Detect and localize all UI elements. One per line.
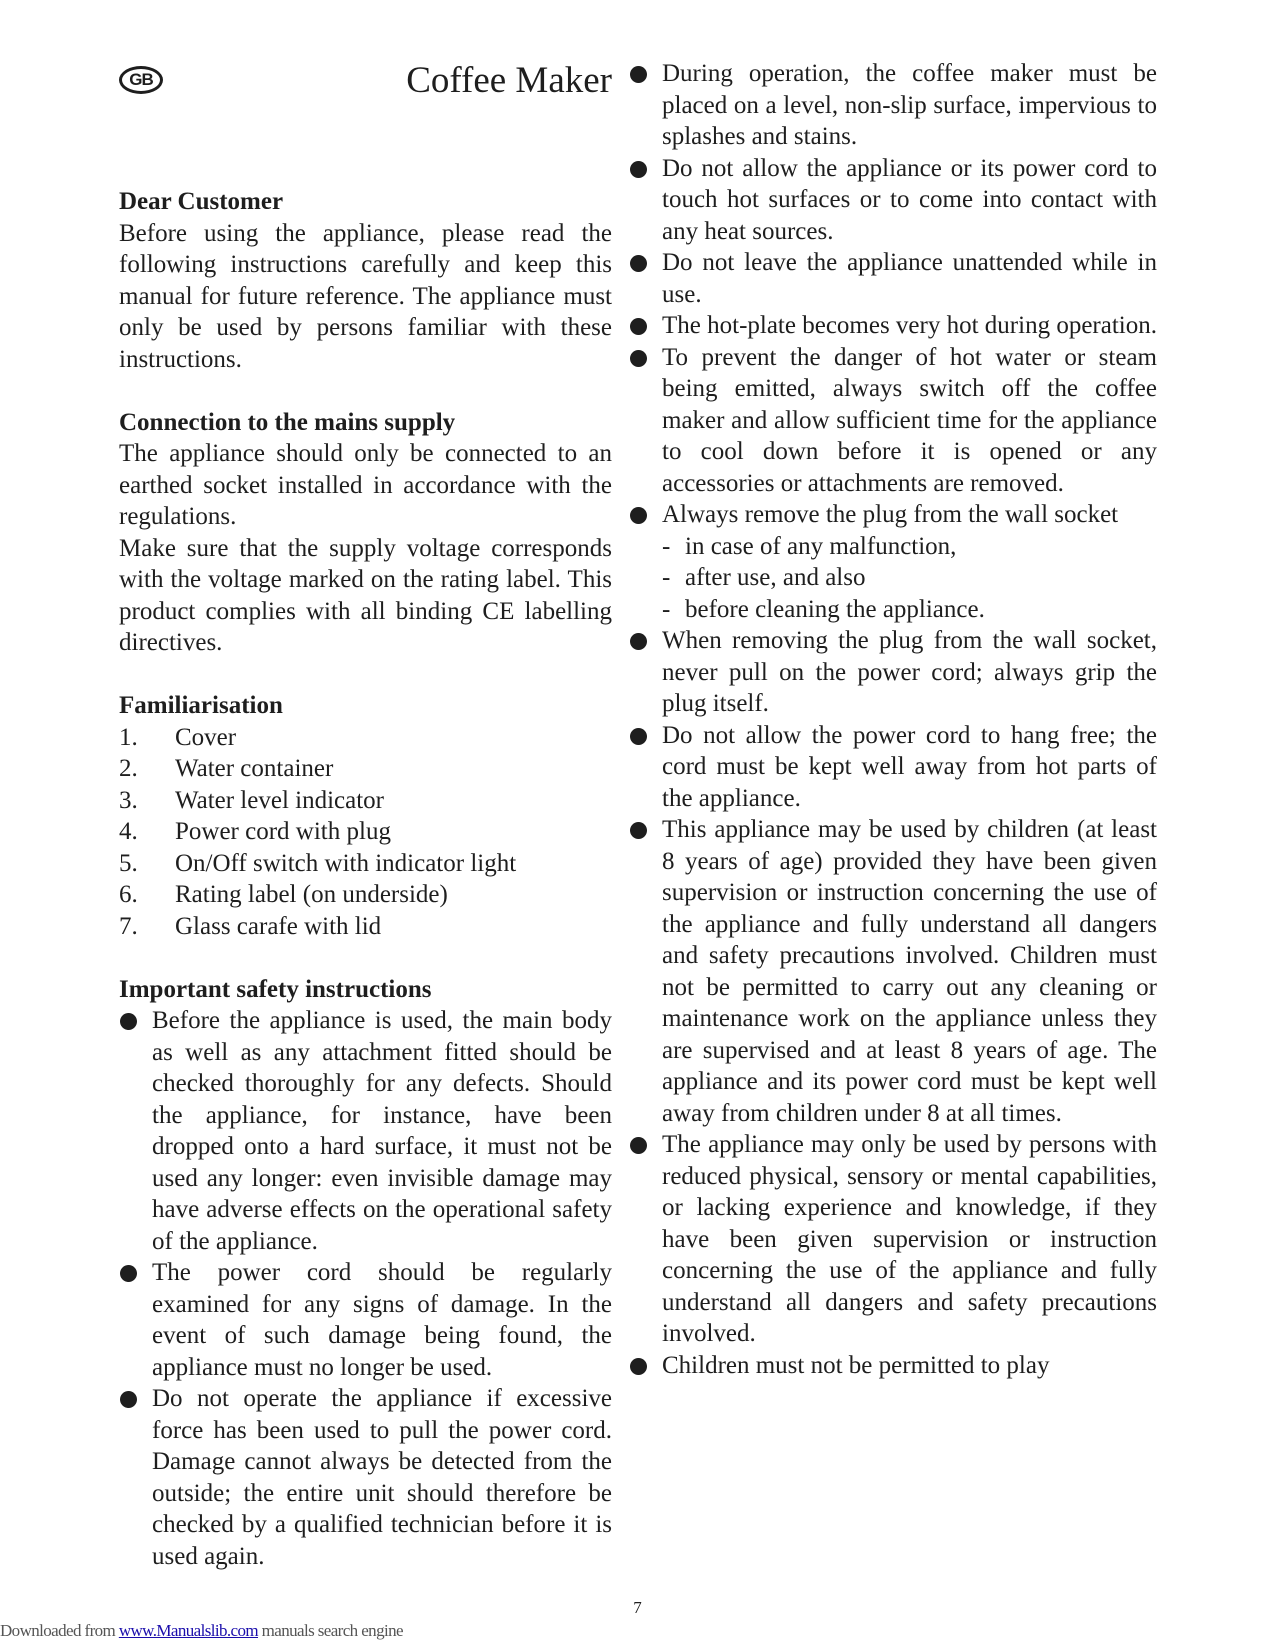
bullet-icon [629, 720, 662, 815]
dash-text: before cleaning the appliance. [685, 595, 985, 623]
safety-bullet [662, 58, 1157, 153]
bullet-icon [119, 1383, 152, 1572]
parts-list [119, 722, 612, 943]
safety-bullet [662, 310, 1157, 342]
safety-bullet [662, 499, 1157, 531]
bullet-icon [629, 814, 662, 1129]
bullet-icon [119, 1257, 152, 1383]
list-item [119, 848, 612, 880]
bullet-icon [629, 310, 662, 342]
item-label: Cover [175, 723, 237, 751]
list-item [119, 785, 612, 817]
item-number: 2. [119, 755, 138, 782]
item-label: Rating label (on underside) [175, 881, 448, 908]
bullet-text: Do not operate the appliance if excessive force has been used to pull the power cord. Damage cannot always be detected from the outside; the entire unit should therefore be checked by a qualified technician before it is used again. [152, 1385, 612, 1570]
item-number: 3. [119, 786, 138, 814]
manualslib-link[interactable]: www.Manualslib.com [118, 1621, 259, 1640]
bullet-text: The power cord should be regularly examined for any signs of damage. In the event of such damage being found, the appliance must no longer be used. [152, 1259, 612, 1381]
dash-item [662, 562, 1157, 594]
bullet-icon [629, 342, 662, 500]
item-number: 4. [119, 818, 138, 845]
mains-text-2: Make sure that the supply voltage corresponds with the voltage marked on the rating label. This product complies with all binding CE labelling directives. [119, 534, 612, 656]
familiarisation-heading: Familiarisation [119, 692, 283, 719]
safety-bullet [662, 814, 1157, 1129]
bullet-icon [629, 1350, 662, 1382]
item-label: On/Off switch with indicator light [175, 849, 517, 877]
safety-bullet [662, 720, 1157, 815]
bullet-text: Children must not be permitted to play [662, 1351, 1050, 1379]
bullet-text: To prevent the danger of hot water or steam being emitted, always switch off the coffee maker and allow sufficient time for the appliance to cool down before it is opened or any accessories or attachments are removed. [662, 343, 1157, 497]
item-number: 5. [119, 849, 138, 877]
bullet-text: Do not allow the power cord to hang free; the cord must be kept well away from hot parts of the appliance. [662, 721, 1157, 812]
bullet-icon [629, 625, 662, 720]
bullet-text: When removing the plug from the wall socket, never pull on the power cord; always grip the plug itself. [662, 627, 1157, 717]
mains-text-1: The appliance should only be connected to an earthed socket installed in accordance with the regulations. [119, 440, 612, 530]
bullet-text: During operation, the coffee maker must be placed on a level, non-slip surface, impervious to splashes and stains. [662, 60, 1157, 150]
list-item [119, 753, 612, 785]
safety-bullet [119, 1383, 612, 1572]
bullet-icon [629, 499, 662, 531]
bullet-text: Before the appliance is used, the main body as well as any attachment fitted should be checked thoroughly for any defects. Should the appliance, for instance, have been dropped onto a hard surface, it must not be used any longer: even invisible damage may have adverse effects on the operational safety of the appliance. [152, 1007, 612, 1255]
list-item [119, 911, 612, 943]
mains-heading: Connection to the mains supply [119, 408, 456, 436]
footer-prefix: Downloaded from [0, 1621, 119, 1640]
bullet-icon [629, 247, 662, 310]
item-label: Water container [175, 755, 334, 782]
item-number: 7. [119, 912, 138, 940]
list-item [119, 722, 612, 754]
right-column [662, 58, 1157, 1381]
bullet-icon [629, 1129, 662, 1350]
bullet-text: Do not leave the appliance unattended while in use. [662, 249, 1157, 308]
dear-customer-text: Before using the appliance, please read the following instructions carefully and keep this manual for future reference. The appliance must only be used by persons familiar with these instructions. [119, 219, 612, 373]
bullet-text: Always remove the plug from the wall socket [662, 501, 1119, 528]
item-number: 1. [119, 723, 138, 751]
bullet-text: This appliance may be used by children (at least 8 years of age) provided they have been given supervision or instruction concerning the use of the appliance and fully understand all dangers and safety precautions involved. Children must not be permitted to carry out any cleaning or maintenance work on the appliance unless they are supervised and at least 8 years of age. The appliance and its power cord must be kept well away from children under 8 at all times. [662, 816, 1157, 1127]
safety-bullet [662, 153, 1157, 248]
dash-icon: - [662, 532, 671, 560]
bullet-icon [119, 1005, 152, 1257]
item-label: Water level indicator [175, 786, 384, 814]
language-badge: GB [119, 66, 163, 94]
safety-bullet [662, 1129, 1157, 1350]
item-label: Glass carafe with lid [175, 912, 382, 940]
bullet-icon [629, 58, 662, 153]
safety-bullet [119, 1005, 612, 1257]
safety-heading: Important safety instructions [119, 975, 432, 1003]
bullet-text: The appliance may only be used by persons with reduced physical, sensory or mental capabilities, or lacking experience and knowledge, if they have been given supervision or instruction concerning the use of the appliance and fully understand all dangers and safety precautions involved. [662, 1131, 1157, 1347]
item-number: 6. [119, 881, 138, 908]
dash-item [662, 594, 1157, 626]
safety-bullet [119, 1257, 612, 1383]
safety-bullet [662, 342, 1157, 500]
safety-bullet [662, 247, 1157, 310]
page-header [119, 58, 612, 104]
safety-bullet [662, 625, 1157, 720]
bullet-icon [629, 153, 662, 248]
dear-customer-heading: Dear Customer [119, 188, 284, 215]
dash-icon: - [662, 595, 671, 623]
page-title: Coffee Maker [406, 60, 612, 101]
list-item [119, 879, 612, 911]
dash-text: in case of any malfunction, [685, 532, 957, 560]
footer-suffix: manuals search engine [258, 1621, 403, 1640]
dash-item [662, 531, 1157, 563]
bullet-text: The hot-plate becomes very hot during operation. [662, 312, 1157, 339]
dash-text: after use, and also [685, 564, 866, 591]
item-label: Power cord with plug [175, 818, 391, 845]
page-number: 7 [633, 1598, 642, 1617]
bullet-text: Do not allow the appliance or its power cord to touch hot surfaces or to come into contact with any heat sources. [662, 154, 1157, 245]
left-column [119, 186, 612, 1572]
safety-bullet [662, 1350, 1157, 1382]
dash-icon: - [662, 564, 671, 591]
download-footer [0, 1620, 403, 1642]
list-item [119, 816, 612, 848]
